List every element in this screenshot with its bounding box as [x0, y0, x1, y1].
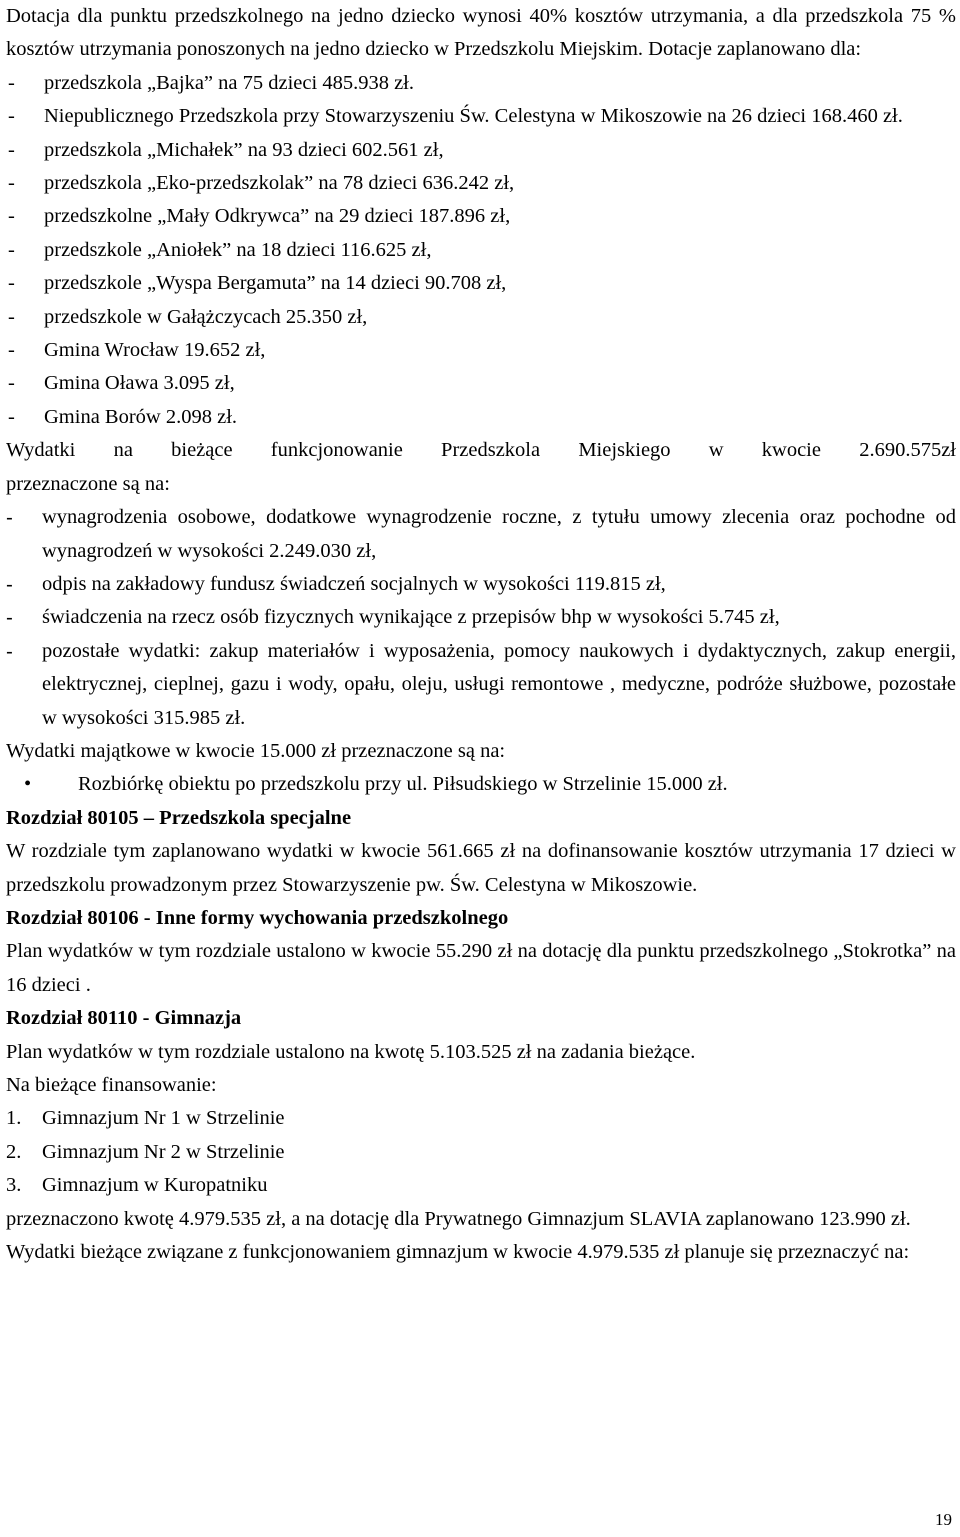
list-item-text: Gimnazjum w Kuropatniku [42, 1174, 268, 1197]
list-item-text: pozostałe wydatki: zakup materiałów i wyposażenia, pomocy naukowych i dydaktycznych, zakup energii, elektrycznej, cieplnej, gazu i wody, opału, oleju, usługi remontowe , medyczne, podróże służbowe, pozostałe w wysokości 315.985 zł. [42, 639, 956, 729]
list-item-text: odpis na zakładowy fundusz świadczeń socjalnych w wysokości 119.815 zł, [42, 572, 666, 595]
list-item-text: świadczenia na rzecz osób fizycznych wynikające z przepisów bhp w wysokości 5.745 zł, [42, 606, 780, 629]
intro-paragraph: Dotacja dla punktu przedszkolnego na jedno dziecko wynosi 40% kosztów utrzymania, a dla przedszkola 75 % kosztów utrzymania ponoszonych na jedno dziecko w Przedszkolu Miejskim. Dotacje zaplanowano dla: [6, 5, 956, 61]
list-item [6, 234, 956, 267]
bullet-item [6, 768, 956, 801]
list-item [6, 1136, 956, 1169]
list-marker: - [8, 172, 15, 195]
list-item-text: przedszkola „Bajka” na 75 dzieci 485.938 zł. [44, 71, 414, 94]
list-marker: - [8, 305, 15, 328]
list-marker: - [8, 405, 15, 428]
list-number: 2. [6, 1140, 22, 1163]
list-marker: - [8, 205, 15, 228]
list-item-text: Gimnazjum Nr 2 w Strzelinie [42, 1140, 285, 1163]
kwota-paragraph: przeznaczono kwotę 4.979.535 zł, a na dotację dla Prywatnego Gimnazjum SLAVIA zaplanowano 123.990 zł. [6, 1207, 911, 1230]
gimnazja-list [6, 1102, 956, 1202]
list-item [6, 167, 956, 200]
bullet-marker: • [24, 773, 32, 796]
list-item [6, 635, 956, 735]
wydatki-biezace-list [6, 501, 956, 735]
finansowanie-label: Na bieżące finansowanie: [6, 1074, 217, 1096]
list-item-text: przedszkole „Wyspa Bergamuta” na 14 dzieci 90.708 zł, [44, 272, 507, 295]
list-item-text: Gmina Oława 3.095 zł, [44, 372, 235, 395]
wydatki-biezace-line: Wydatki na bieżące funkcjonowanie Przedszkola Miejskiego w kwocie 2.690.575zł [6, 439, 956, 462]
wydatki-biezace-line-2: przeznaczone są na: [6, 472, 170, 495]
page-number: 19 [935, 1510, 952, 1529]
list-item [6, 67, 956, 100]
list-marker: - [8, 272, 15, 295]
list-item [6, 134, 956, 167]
list-item [6, 501, 956, 568]
dotacje-list [6, 67, 956, 434]
list-marker: - [8, 238, 15, 261]
wydatki-majatkowe: Wydatki majątkowe w kwocie 15.000 zł przeznaczone są na: [6, 739, 506, 762]
list-item [6, 100, 956, 133]
list-item-text: przedszkolne „Mały Odkrywca” na 29 dzieci 187.896 zł, [44, 205, 511, 228]
list-item-text: Gimnazjum Nr 1 w Strzelinie [42, 1107, 285, 1130]
list-item-text: Gmina Borów 2.098 zł. [44, 405, 238, 428]
section-text-80105: W rozdziale tym zaplanowano wydatki w kwocie 561.665 zł na dofinansowanie kosztów utrzymania 17 dzieci w przedszkolu prowadzonym przez Stowarzyszenie pw. Św. Celestyna w Mikoszowie. [6, 840, 956, 896]
list-item-text: wynagrodzenia osobowe, dodatkowe wynagrodzenie roczne, z tytułu umowy zlecenia oraz pochodne od wynagrodzeń w wysokości 2.249.030 zł, [42, 506, 956, 562]
section-heading-80106: Rozdział 80106 - Inne formy wychowania przedszkolnego [6, 906, 509, 929]
list-marker: - [8, 339, 15, 362]
list-number: 1. [6, 1107, 22, 1130]
section-text-80110: Plan wydatków w tym rozdziale ustalono na kwotę 5.103.525 zł na zadania bieżące. [6, 1040, 696, 1063]
list-item [6, 334, 956, 367]
list-marker: - [6, 506, 13, 530]
list-item [6, 1169, 956, 1202]
list-item [6, 267, 956, 300]
list-number: 3. [6, 1174, 22, 1197]
document-body [6, 0, 956, 1269]
section-text-80106: Plan wydatków w tym rozdziale ustalono w kwocie 55.290 zł na dotację dla punktu przedszkolnego „Stokrotka” na 16 dzieci . [6, 940, 956, 996]
list-marker: - [8, 372, 15, 395]
section-heading-80110: Rozdział 80110 - Gimnazja [6, 1007, 242, 1030]
list-item [6, 301, 956, 334]
list-item-text: przedszkole w Gałążczycach 25.350 zł, [44, 305, 368, 328]
list-item [6, 568, 956, 601]
list-marker: - [8, 105, 15, 128]
list-marker: - [6, 606, 13, 630]
list-item [6, 601, 956, 634]
list-item-text: Gmina Wrocław 19.652 zł, [44, 339, 266, 362]
list-item-text: przedszkola „Michałek” na 93 dzieci 602.561 zł, [44, 138, 444, 161]
list-marker: - [6, 639, 13, 663]
list-marker: - [8, 71, 15, 94]
list-item [6, 1102, 956, 1135]
list-item-text: przedszkole „Aniołek” na 18 dzieci 116.625 zł, [44, 238, 432, 261]
list-item-text: przedszkola „Eko-przedszkolak” na 78 dzieci 636.242 zł, [44, 172, 515, 195]
list-item [6, 401, 956, 434]
list-item-text: Niepublicznego Przedszkola przy Stowarzyszeniu Św. Celestyna w Mikoszowie na 26 dzieci 168.460 zł. [44, 105, 903, 128]
bullet-item-text: Rozbiórkę obiektu po przedszkolu przy ul. Piłsudskiego w Strzelinie 15.000 zł. [78, 773, 728, 796]
list-marker: - [6, 572, 13, 596]
list-item [6, 200, 956, 233]
list-marker: - [8, 138, 15, 161]
wydatki-gimnazjum-paragraph: Wydatki bieżące związane z funkcjonowaniem gimnazjum w kwocie 4.979.535 zł planuje się przeznaczyć na: [6, 1241, 910, 1264]
list-item [6, 367, 956, 400]
section-heading-80105: Rozdział 80105 – Przedszkola specjalne [6, 806, 352, 829]
